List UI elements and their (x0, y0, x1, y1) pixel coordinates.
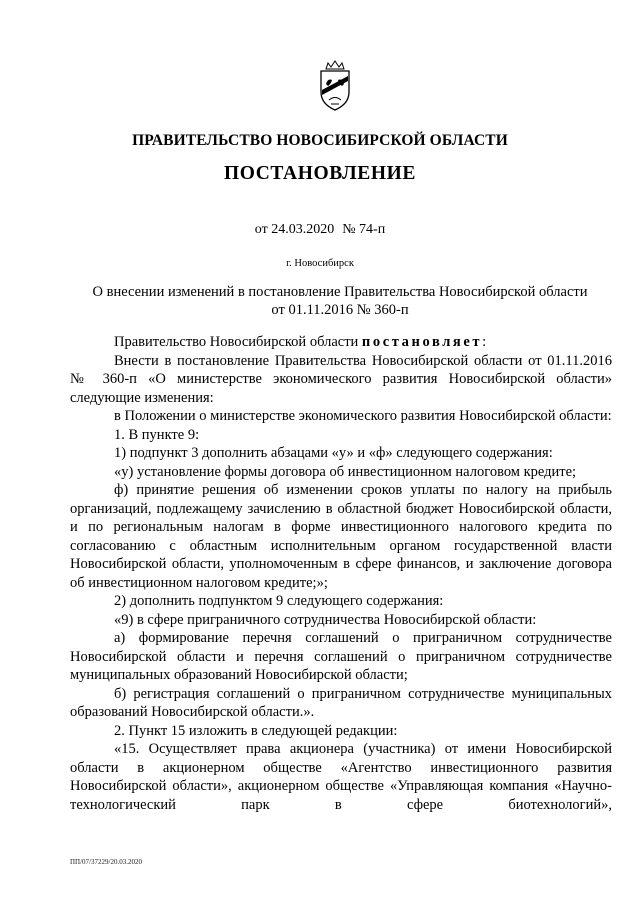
paragraph: 2. Пункт 15 изложить в следующей редакции: (114, 722, 398, 739)
paragraph: ф) принятие решения об изменении сроков уплаты по налогу на прибыль организаций, подлежащему зачислению в областной бюджет Новосибирской области, и по региональным налогам в форме инвестиционного налогового кредита по согласованию с областным исполнительным органом государственной власти Новосибирской области, уполномоченным в сфере финансов, и заключение договора об инвестиционном налоговом кредите;»; (70, 482, 612, 591)
footer-code: ПП/07/37229/20.03.2020 (70, 858, 142, 866)
paragraph: в Положении о министерстве экономического развития Новосибирской области: (114, 408, 612, 424)
document-body (70, 333, 612, 814)
subject-line: О внесении изменений в постановление Правительства Новосибирской области (92, 284, 588, 300)
paragraph: 1) подпункт 3 дополнить абзацами «у» и «ф» следующего содержания: (114, 445, 553, 461)
paragraph: а) формирование перечня соглашений о приграничном сотрудничестве Новосибирской области и перечня соглашений о приграничном сотрудничестве муниципальных образований Новосибирской области; (70, 630, 612, 683)
document-date: от 24.03.2020 (254, 222, 335, 237)
preamble-tail: : (482, 334, 487, 350)
paragraph: Внести в постановление Правительства Новосибирской области от 01.11.2016 № 360-п «О министерстве экономического развития Новосибирской области» следующие изменения: (70, 352, 612, 406)
paragraph: «15. Осуществляет права акционера (участника) от имени Новосибирской области в акционерном обществе «Агентство инвестиционного развития Новосибирской области», акционерном обществе «Управляющая компания «Научно-технологический парк в сфере биотехнологий», (70, 741, 612, 813)
paragraph: «у) установление формы договора об инвестиционном налоговом кредите; (114, 463, 577, 480)
subject-line: от 01.11.2016 № 360-п (271, 302, 409, 318)
city: г. Новосибирск (286, 258, 354, 269)
paragraph: 2) дополнить подпунктом 9 следующего содержания: (114, 593, 444, 609)
paragraph: б) регистрация соглашений о приграничном сотрудничестве муниципальных образований Новосибирской области.». (70, 685, 612, 720)
preamble-verb: постановляет (361, 334, 483, 350)
document-number: № 74-п (342, 222, 386, 237)
date-number-line (0, 222, 640, 238)
organization-name: ПРАВИТЕЛЬСТВО НОВОСИБИРСКОЙ ОБЛАСТИ (132, 132, 508, 149)
preamble-lead: Правительство Новосибирской области (114, 334, 362, 350)
paragraph: 1. В пункте 9: (114, 426, 200, 443)
document-subject (70, 283, 610, 319)
preamble (70, 333, 612, 352)
paragraph: «9) в сфере приграничного сотрудничества Новосибирской области: (114, 611, 537, 628)
novosibirsk-coat-of-arms-icon (317, 60, 353, 112)
document-type: ПОСТАНОВЛЕНИЕ (223, 163, 417, 184)
